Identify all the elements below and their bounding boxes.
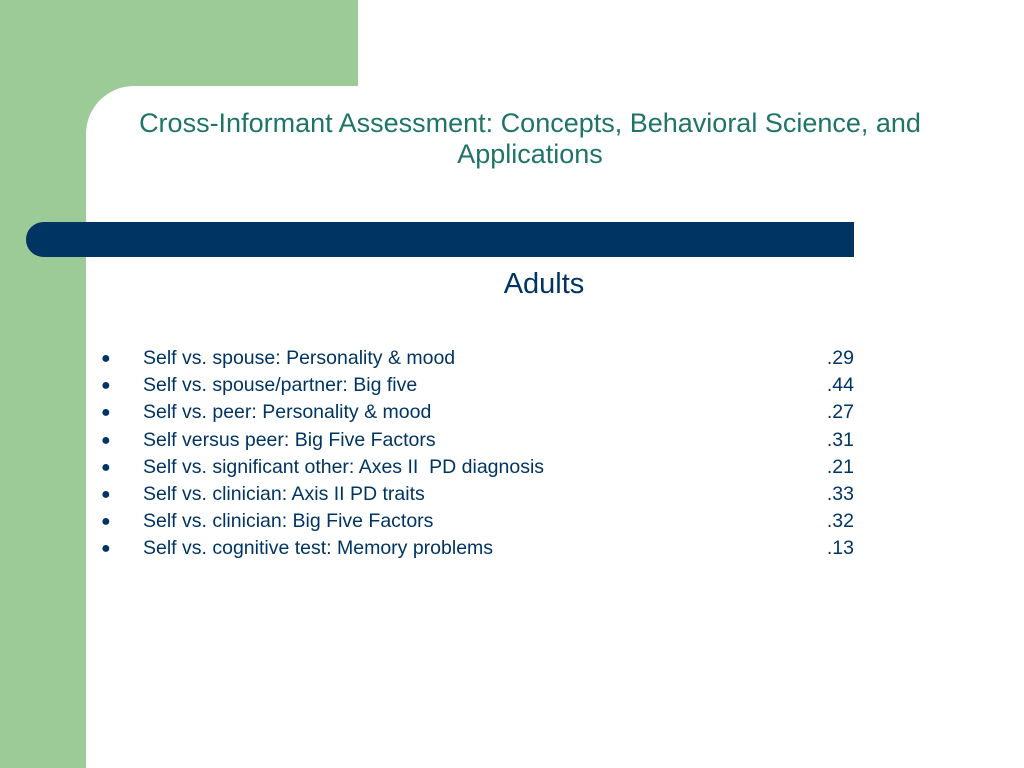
list-item <box>100 399 860 426</box>
item-label: Self vs. spouse: Personality & mood <box>143 347 456 369</box>
item-value: .31 <box>826 428 854 451</box>
list-item <box>100 481 860 508</box>
list-item <box>100 372 860 399</box>
item-label: Self vs. significant other: Axes II PD diagnosis <box>143 455 545 478</box>
navy-divider-bar <box>26 222 854 257</box>
item-value: .44 <box>826 374 854 397</box>
item-label: Self vs. clinician: Axis II PD traits <box>143 482 425 505</box>
item-value: .32 <box>826 510 854 533</box>
correlation-list <box>100 345 860 563</box>
bullet-icon: ● <box>101 485 111 503</box>
list-item <box>100 508 860 535</box>
bullet-icon: ● <box>101 458 111 476</box>
slide-title: Cross-Informant Assessment: Concepts, Behavioral Science, and Applications <box>139 108 921 169</box>
list-item <box>100 535 860 562</box>
list-item <box>100 454 860 481</box>
item-value: .29 <box>826 347 854 369</box>
item-value: .27 <box>826 401 854 424</box>
item-label: Self vs. spouse/partner: Big five <box>143 374 418 397</box>
list-item <box>100 345 860 372</box>
bullet-icon: ● <box>101 540 111 558</box>
bullet-icon: ● <box>101 431 111 449</box>
item-label: Self versus peer: Big Five Factors <box>143 428 436 451</box>
item-label: Self vs. cognitive test: Memory problems <box>143 537 494 560</box>
list-item <box>100 427 860 454</box>
bullet-icon: ● <box>101 404 111 422</box>
item-label: Self vs. peer: Personality & mood <box>143 401 432 424</box>
item-value: .13 <box>826 537 854 560</box>
bullet-icon: ● <box>101 350 111 367</box>
item-label: Self vs. clinician: Big Five Factors <box>143 510 434 533</box>
item-value: .33 <box>826 482 854 505</box>
bullet-icon: ● <box>101 513 111 531</box>
item-value: .21 <box>826 455 854 478</box>
slide-subtitle: Adults <box>503 268 585 300</box>
bullet-icon: ● <box>101 377 111 395</box>
